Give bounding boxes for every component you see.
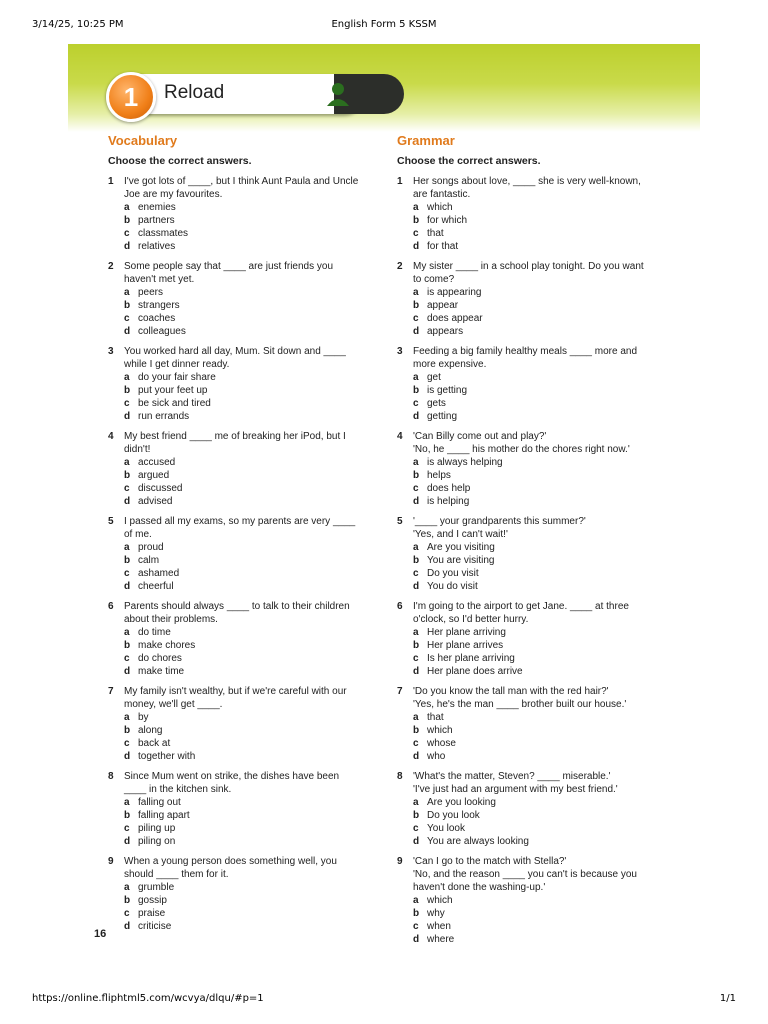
answer-option[interactable]	[413, 711, 677, 724]
option-letter: b	[124, 810, 131, 821]
option-letter: b	[413, 215, 420, 226]
print-date: 3/14/25, 10:25 PM	[32, 19, 124, 30]
answer-option[interactable]	[124, 299, 388, 312]
option-letter: a	[124, 797, 130, 808]
option-letter: c	[124, 738, 130, 749]
answer-option[interactable]	[124, 410, 388, 423]
question-number: 1	[108, 176, 114, 187]
option-text: is appearing	[427, 287, 482, 298]
answer-option[interactable]	[413, 456, 677, 469]
question-stem: 'Can I go to the match with Stella?' 'No, and the reason ____ you can't is because you haven't done the washing-up.'	[413, 856, 637, 893]
option-text: why	[427, 908, 445, 919]
option-text: advised	[138, 496, 173, 507]
print-header	[0, 19, 768, 33]
option-letter: a	[413, 895, 419, 906]
option-text: cheerful	[138, 581, 174, 592]
question-stem: 'What's the matter, Steven? ____ miserable.' 'I've just had an argument with my best friend.'	[413, 771, 618, 795]
option-text: get	[427, 372, 441, 383]
option-text: appears	[427, 326, 464, 337]
person-icon	[325, 80, 351, 106]
question-stem: You worked hard all day, Mum. Sit down and ____ while I get dinner ready.	[124, 346, 346, 370]
option-text: does help	[427, 483, 471, 494]
question-item	[108, 770, 388, 848]
grammar-instruction: Choose the correct answers.	[397, 155, 541, 167]
option-text: classmates	[138, 228, 189, 239]
option-text: do time	[138, 627, 171, 638]
question-item	[397, 600, 677, 678]
option-letter: b	[124, 725, 131, 736]
option-text: who	[427, 751, 446, 762]
option-text: whose	[427, 738, 456, 749]
answer-option[interactable]	[124, 541, 388, 554]
question-item	[397, 685, 677, 763]
option-letter: b	[413, 810, 420, 821]
answer-option[interactable]	[413, 933, 677, 946]
answer-option[interactable]	[124, 750, 388, 763]
answer-option[interactable]	[413, 809, 677, 822]
option-letter: a	[124, 627, 130, 638]
option-text: together with	[138, 751, 196, 762]
question-item	[108, 600, 388, 678]
answer-option[interactable]	[413, 907, 677, 920]
answer-option[interactable]	[413, 737, 677, 750]
option-text: appear	[427, 300, 459, 311]
answer-option[interactable]	[413, 796, 677, 809]
option-letter: c	[124, 653, 130, 664]
option-letter: c	[124, 908, 130, 919]
question-item	[108, 430, 388, 508]
question-stem: When a young person does something well, you should ____ them for it.	[124, 856, 337, 880]
option-text: helps	[427, 470, 451, 481]
option-text: which	[427, 725, 453, 736]
option-text: for that	[427, 241, 459, 252]
question-stem: Parents should always ____ to talk to their children about their problems.	[124, 601, 350, 625]
option-text: be sick and tired	[138, 398, 211, 409]
option-text: Is her plane arriving	[427, 653, 515, 664]
option-letter: c	[124, 313, 130, 324]
option-text: gets	[427, 398, 446, 409]
option-text: make chores	[138, 640, 196, 651]
answer-option[interactable]	[413, 580, 677, 593]
option-letter: b	[413, 908, 420, 919]
option-letter: b	[124, 385, 131, 396]
option-letter: d	[124, 836, 131, 847]
option-letter: a	[413, 202, 419, 213]
answer-option[interactable]	[124, 240, 388, 253]
print-url[interactable]: https://online.fliphtml5.com/wcvya/dlqu/#p=1	[32, 993, 264, 1004]
option-letter: c	[413, 921, 419, 932]
option-letter: d	[413, 836, 420, 847]
option-letter: b	[124, 300, 131, 311]
option-letter: c	[124, 228, 130, 239]
answer-option[interactable]	[124, 397, 388, 410]
option-letter: d	[124, 921, 131, 932]
option-text: argued	[138, 470, 170, 481]
option-text: You look	[427, 823, 465, 834]
answer-option[interactable]	[413, 665, 677, 678]
answer-option[interactable]	[124, 567, 388, 580]
answer-option[interactable]	[124, 626, 388, 639]
option-letter: d	[124, 666, 131, 677]
answer-option[interactable]	[124, 227, 388, 240]
question-item	[108, 345, 388, 423]
option-letter: a	[124, 372, 130, 383]
question-item	[108, 685, 388, 763]
option-letter: a	[124, 287, 130, 298]
question-stem: I'm going to the airport to get Jane. ____ at three o'clock, so I'd better hurry.	[413, 601, 629, 625]
answer-option[interactable]	[413, 750, 677, 763]
answer-option[interactable]	[124, 665, 388, 678]
answer-option[interactable]	[124, 652, 388, 665]
option-text: strangers	[138, 300, 180, 311]
option-text: criticise	[138, 921, 172, 932]
option-text: do your fair share	[138, 372, 216, 383]
option-letter: a	[124, 542, 130, 553]
option-letter: d	[124, 496, 131, 507]
question-number: 2	[108, 261, 114, 272]
option-text: colleagues	[138, 326, 186, 337]
option-letter: d	[124, 581, 131, 592]
option-letter: b	[413, 385, 420, 396]
option-letter: a	[413, 542, 419, 553]
question-item	[108, 855, 388, 933]
question-number: 9	[108, 856, 114, 867]
answer-option[interactable]	[413, 469, 677, 482]
answer-option[interactable]	[124, 554, 388, 567]
question-stem: Her songs about love, ____ she is very well-known, are fantastic.	[413, 176, 641, 200]
answer-option[interactable]	[413, 325, 677, 338]
option-text: Her plane arriving	[427, 627, 506, 638]
answer-option[interactable]	[124, 456, 388, 469]
answer-option[interactable]	[413, 822, 677, 835]
option-text: grumble	[138, 882, 175, 893]
answer-option[interactable]	[413, 567, 677, 580]
option-text: by	[138, 712, 149, 723]
option-letter: a	[413, 287, 419, 298]
answer-option[interactable]	[124, 894, 388, 907]
option-letter: d	[124, 326, 131, 337]
answer-option[interactable]	[124, 711, 388, 724]
answer-option[interactable]	[413, 371, 677, 384]
option-text: accused	[138, 457, 176, 468]
answer-option[interactable]	[413, 724, 677, 737]
option-text: proud	[138, 542, 164, 553]
option-text: enemies	[138, 202, 176, 213]
answer-option[interactable]	[124, 371, 388, 384]
option-letter: c	[413, 398, 419, 409]
answer-option[interactable]	[413, 240, 677, 253]
option-letter: b	[413, 725, 420, 736]
option-letter: a	[413, 797, 419, 808]
question-number: 1	[397, 176, 403, 187]
question-stem: 'Do you know the tall man with the red hair?' 'Yes, he's the man ____ brother built our house.'	[413, 686, 627, 710]
question-stem: I passed all my exams, so my parents are very ____ of me.	[124, 516, 356, 540]
answer-option[interactable]	[413, 312, 677, 325]
option-letter: b	[124, 555, 131, 566]
option-letter: b	[413, 470, 420, 481]
option-letter: d	[413, 411, 420, 422]
option-letter: d	[413, 496, 420, 507]
option-text: You are visiting	[427, 555, 495, 566]
option-letter: b	[413, 300, 420, 311]
question-item	[397, 855, 677, 946]
option-letter: c	[124, 483, 130, 494]
answer-option[interactable]	[413, 286, 677, 299]
answer-option[interactable]	[124, 482, 388, 495]
answer-option[interactable]	[124, 920, 388, 933]
question-stem: '____ your grandparents this summer?' 'Yes, and I can't wait!'	[413, 516, 586, 540]
option-text: peers	[138, 287, 164, 298]
question-number: 6	[397, 601, 403, 612]
question-number: 7	[108, 686, 114, 697]
option-letter: a	[124, 457, 130, 468]
question-item	[108, 515, 388, 593]
option-letter: d	[413, 581, 420, 592]
option-letter: c	[413, 228, 419, 239]
answer-option[interactable]	[413, 541, 677, 554]
answer-option[interactable]	[413, 227, 677, 240]
option-text: relatives	[138, 241, 176, 252]
question-number: 6	[108, 601, 114, 612]
option-text: falling apart	[138, 810, 190, 821]
vocabulary-heading: Vocabulary	[108, 133, 178, 148]
answer-option[interactable]	[413, 652, 677, 665]
question-stem: My family isn't wealthy, but if we're careful with our money, we'll get ____.	[124, 686, 347, 710]
vocabulary-instruction: Choose the correct answers.	[108, 155, 252, 167]
question-item	[397, 770, 677, 848]
answer-option[interactable]	[124, 639, 388, 652]
option-letter: b	[124, 470, 131, 481]
option-letter: b	[124, 215, 131, 226]
question-number: 9	[397, 856, 403, 867]
option-text: calm	[138, 555, 160, 566]
answer-option[interactable]	[413, 410, 677, 423]
question-item	[397, 260, 677, 338]
answer-option[interactable]	[413, 495, 677, 508]
answer-option[interactable]	[124, 809, 388, 822]
grammar-questions	[397, 175, 677, 946]
answer-option[interactable]	[124, 384, 388, 397]
answer-option[interactable]	[124, 724, 388, 737]
answer-option[interactable]	[124, 201, 388, 214]
grammar-heading: Grammar	[397, 133, 455, 148]
option-text: falling out	[138, 797, 181, 808]
option-letter: b	[124, 640, 131, 651]
question-stem: My best friend ____ me of breaking her iPod, but I didn't!	[124, 431, 346, 455]
question-stem: 'Can Billy come out and play?' 'No, he ____ his mother do the chores right now.'	[413, 431, 630, 455]
answer-option[interactable]	[124, 907, 388, 920]
question-stem: Since Mum went on strike, the dishes have been ____ in the kitchen sink.	[124, 771, 340, 795]
answer-option[interactable]	[413, 920, 677, 933]
answer-option[interactable]	[124, 737, 388, 750]
question-number: 4	[108, 431, 114, 442]
answer-option[interactable]	[124, 580, 388, 593]
option-text: piling up	[138, 823, 176, 834]
answer-option[interactable]	[413, 384, 677, 397]
option-letter: a	[413, 372, 419, 383]
question-stem: I've got lots of ____, but I think Aunt Paula and Uncle Joe are my favourites.	[124, 176, 359, 200]
option-text: Her plane does arrive	[427, 666, 523, 677]
option-letter: c	[413, 738, 419, 749]
question-item	[108, 175, 388, 253]
answer-option[interactable]	[124, 822, 388, 835]
option-letter: c	[413, 568, 419, 579]
question-number: 8	[108, 771, 114, 782]
option-letter: a	[124, 882, 130, 893]
option-letter: a	[413, 627, 419, 638]
option-text: Are you looking	[427, 797, 496, 808]
option-letter: b	[124, 895, 131, 906]
answer-option[interactable]	[413, 482, 677, 495]
question-number: 8	[397, 771, 403, 782]
unit-number-badge: 1	[106, 72, 156, 122]
option-text: which	[427, 895, 453, 906]
answer-option[interactable]	[124, 796, 388, 809]
answer-option[interactable]	[413, 639, 677, 652]
option-letter: d	[413, 934, 420, 945]
option-text: is always helping	[427, 457, 503, 468]
question-number: 5	[397, 516, 403, 527]
answer-option[interactable]	[413, 626, 677, 639]
question-number: 3	[397, 346, 403, 357]
option-text: Are you visiting	[427, 542, 495, 553]
answer-option[interactable]	[124, 325, 388, 338]
option-letter: d	[413, 666, 420, 677]
option-text: getting	[427, 411, 458, 422]
answer-option[interactable]	[413, 214, 677, 227]
print-page-count: 1/1	[719, 993, 736, 1004]
question-number: 5	[108, 516, 114, 527]
option-text: ashamed	[138, 568, 180, 579]
option-text: discussed	[138, 483, 183, 494]
option-letter: a	[413, 712, 419, 723]
question-number: 7	[397, 686, 403, 697]
option-text: that	[427, 228, 444, 239]
question-number: 3	[108, 346, 114, 357]
option-letter: d	[124, 411, 131, 422]
option-letter: c	[124, 823, 130, 834]
answer-option[interactable]	[413, 299, 677, 312]
option-text: which	[427, 202, 453, 213]
answer-option[interactable]	[413, 894, 677, 907]
answer-option[interactable]	[124, 495, 388, 508]
option-text: Her plane arrives	[427, 640, 504, 651]
answer-option[interactable]	[124, 286, 388, 299]
option-letter: d	[413, 241, 420, 252]
answer-option[interactable]	[413, 554, 677, 567]
question-item	[397, 175, 677, 253]
option-text: praise	[138, 908, 166, 919]
option-letter: a	[413, 457, 419, 468]
option-letter: c	[413, 653, 419, 664]
option-text: You do visit	[427, 581, 478, 592]
vocabulary-section	[108, 133, 388, 940]
unit-banner	[68, 44, 700, 132]
answer-option[interactable]	[124, 469, 388, 482]
answer-option[interactable]	[413, 397, 677, 410]
question-item	[397, 345, 677, 423]
answer-option[interactable]	[413, 835, 677, 848]
option-text: for which	[427, 215, 468, 226]
option-letter: d	[413, 326, 420, 337]
vocabulary-questions	[108, 175, 388, 933]
question-item	[108, 260, 388, 338]
question-stem: Some people say that ____ are just friends you haven't met yet.	[124, 261, 334, 285]
page-number: 16	[94, 928, 107, 940]
question-item	[397, 430, 677, 508]
option-text: Do you visit	[427, 568, 479, 579]
option-text: make time	[138, 666, 185, 677]
question-number: 4	[397, 431, 403, 442]
option-letter: a	[124, 712, 130, 723]
option-letter: d	[124, 751, 131, 762]
option-text: piling on	[138, 836, 176, 847]
option-letter: a	[124, 202, 130, 213]
option-text: coaches	[138, 313, 176, 324]
option-text: back at	[138, 738, 171, 749]
question-stem: Feeding a big family healthy meals ____ more and more expensive.	[413, 346, 638, 370]
question-number: 2	[397, 261, 403, 272]
answer-option[interactable]	[124, 835, 388, 848]
option-letter: d	[124, 241, 131, 252]
answer-option[interactable]	[413, 201, 677, 214]
option-text: that	[427, 712, 444, 723]
option-text: along	[138, 725, 163, 736]
question-item	[397, 515, 677, 593]
grammar-section	[397, 133, 677, 953]
option-letter: c	[124, 398, 130, 409]
option-letter: c	[413, 313, 419, 324]
print-title: English Form 5 KSSM	[331, 19, 437, 30]
option-text: run errands	[138, 411, 190, 422]
option-letter: b	[413, 555, 420, 566]
option-text: does appear	[427, 313, 483, 324]
option-text: You are always looking	[427, 836, 529, 847]
option-letter: c	[413, 823, 419, 834]
option-text: when	[427, 921, 451, 932]
option-text: where	[427, 934, 455, 945]
option-text: Do you look	[427, 810, 480, 821]
option-text: is helping	[427, 496, 470, 507]
answer-option[interactable]	[124, 881, 388, 894]
option-text: is getting	[427, 385, 468, 396]
option-letter: c	[124, 568, 130, 579]
option-text: put your feet up	[138, 385, 208, 396]
answer-option[interactable]	[124, 312, 388, 325]
option-text: partners	[138, 215, 175, 226]
workbook-page	[68, 44, 700, 949]
question-stem: My sister ____ in a school play tonight. Do you want to come?	[413, 261, 644, 285]
unit-title: Reload	[164, 82, 225, 103]
option-letter: d	[413, 751, 420, 762]
answer-option[interactable]	[124, 214, 388, 227]
option-text: do chores	[138, 653, 182, 664]
option-letter: c	[413, 483, 419, 494]
option-text: gossip	[138, 895, 167, 906]
option-letter: b	[413, 640, 420, 651]
